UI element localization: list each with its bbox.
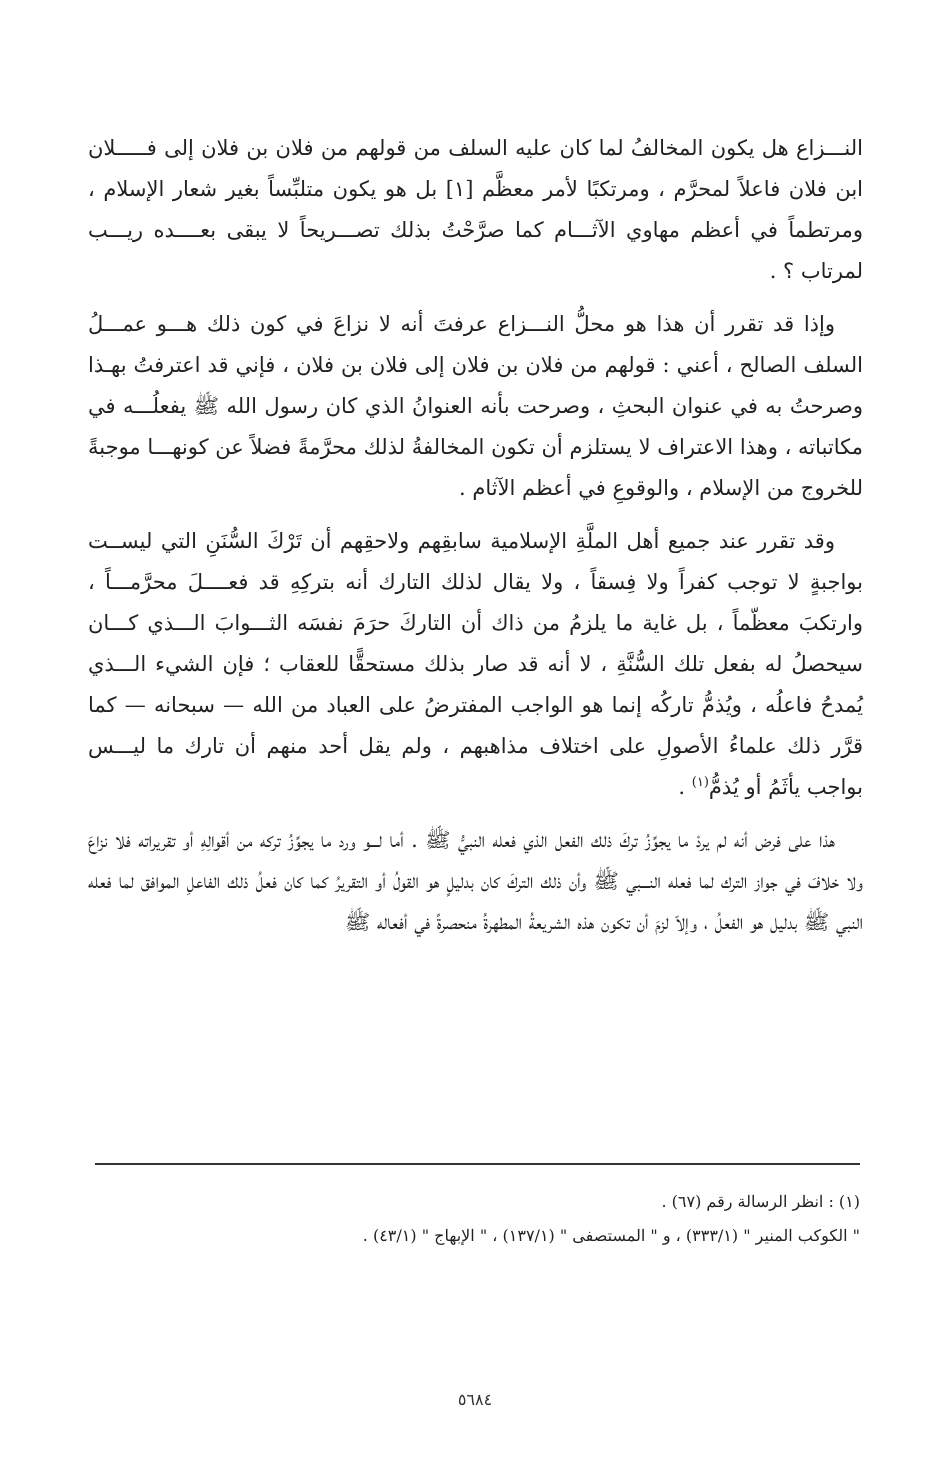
body-text [88,128,863,955]
footnotes [95,1185,860,1253]
footnote-2: " الكوكب المنير " (٣٣٣/١) ، و " المستصفى " (١٣٧/١) ، " الإبهاج " (٤٣/١) . [362,1226,860,1245]
footnote-1: (١) : انظر الرسالة رقم (٦٧) . [661,1192,860,1211]
paragraph-1: النـــزاع هل يكون المخالفُ لما كان عليه السلف من قولهم من فلان بن فلان إلى فـــــلان ابن فلان فاعلاً لمحرَّم ، ومرتكبًا لأمر معظَّم [١] بل هو يكون متلبِّساً بغير شعار الإسلام ، ومرتطماً في أعظم مهاوي الآثـــام كما صرَّحْتُ بذلك تصـــريحاً لا يبقى بعــــده ريـــب لمرتاب ؟ . [88,136,863,283]
footnote-reference[interactable]: (١) [691,775,709,790]
paragraph-4: هذا على فرض أنه لم يردْ ما يجوِّزُ تركَ ذلك الفعل الذي فعله النبيُّ ﷺ . أما لـــو ورد ما يجوِّزُ تركه من أقوالِهِ أو تقريراته فلا نزاعَ ولا خلافَ في جواز الترك لما فعله النـــبي ﷺ وأن ذلك التركَ كان بدليلٍ هو القولُ أو التقريرُ كما كان فعلُ ذلك الفاعلِ الموافق لما فعله النبي ﷺ بدليل هو الفعلُ ، وإلاّ لزمَ أن تكون هذه الشريعةُ المطهرةُ منحصرةً في أفعاله ﷺ [88,828,863,934]
paragraph-2: وإذا قد تقرر أن هذا هو محلُّ النـــزاع عرفتَ أنه لا نزاعَ في كون ذلك هـــو عمـــلُ السلف الصالح ، أعني : قولهم من فلان بن فلان إلى فلان بن فلان ، فإني قد اعترفتُ بهـذا وصرحتُ به في عنوان البحثِ ، وصرحت بأنه العنوانُ الذي كان رسول الله ﷺ يفعلُـــه في مكاتباته ، وهذا الاعتراف لا يستلزم أن تكون المخالفةُ لذلك محرَّمةً فضلاً عن كونهـــا موجبةً للخروج من الإسلام ، والوقوعِ في أعظم الآثام . [88,312,863,500]
paragraph-3-tail: . [678,775,692,799]
paragraph-3 [88,521,863,808]
footnote-divider [95,1163,860,1165]
paragraph-3-text: وقد تقرر عند جميع أهل الملَّةِ الإسلامية سابقِهم ولاحقِهم أن تَرْكَ السُّنَنِ التي ليســت بواجبةٍ لا توجب كفراً ولا فِسقاً ، ولا يقال لذلك التارك أنه بتركِهِ قد فعــــلَ محرَّمـــاً ، وارتكبَ معظّماً ، بل غاية ما يلزمُ من ذاك أن التاركَ حرَمَ نفسَه الثـــوابَ الـــذي كـــان سيحصلُ له بفعل تلك السُّنَّةِ ، لا أنه قد صار بذلك مستحقًّا للعقاب ؛ فإن الشيء الـــذي يُمدحُ فاعلُه ، ويُذمُّ تاركُه إنما هو الواجب المفترضُ على العباد من الله — سبحانه — كما قرَّر ذلك علماءُ الأصولِ على اختلاف مذاهبهم ، ولم يقل أحد منهم أن تارك ما ليـــس بواجب يأثَمُ أو يُذمُّ [88,529,863,799]
page-number: ٥٦٨٤ [457,1390,493,1409]
